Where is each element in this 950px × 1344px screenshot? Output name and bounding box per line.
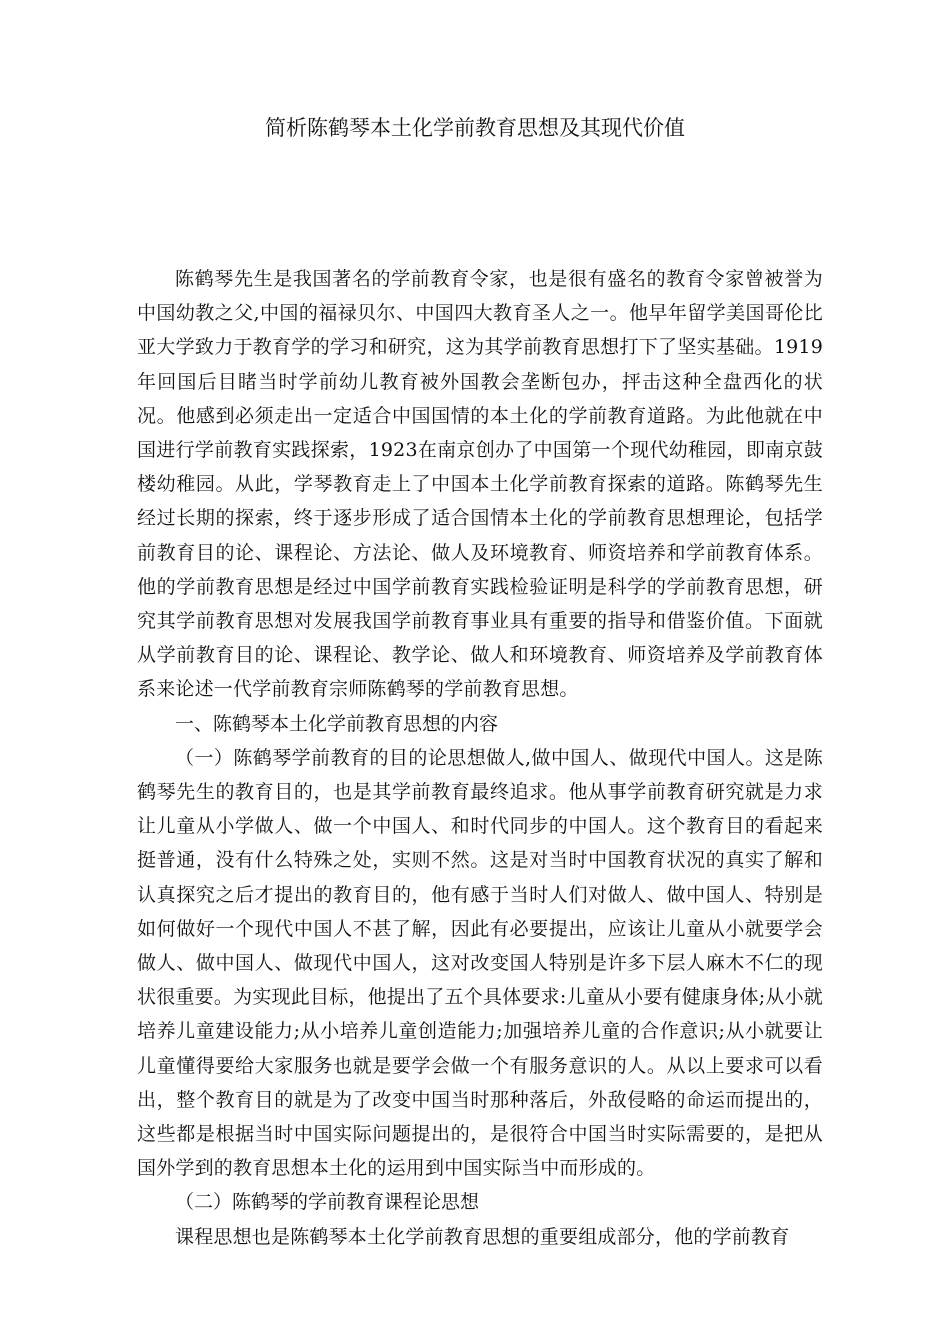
intro-paragraph: 陈鹤琴先生是我国著名的学前教育令家，也是很有盛名的教育令家曾被誉为中国幼教之父,中国的福禄贝尔、中国四大教育圣人之一。他早年留学美国哥伦比亚大学致力于教育学的学习和研究，这为其学前教育思想打下了坚实基础。1919年回国后目睹当时学前幼儿教育被外国教会垄断包办，抨击这种全盘西化的状况。他感到必须走出一定适合中国国情的本土化的学前教育道路。为此他就在中国进行学前教育实践探索，1923在南京创办了中国第一个现代幼稚园，即南京鼓楼幼稚园。从此，学琴教育走上了中国本土化学前教育探索的道路。陈鹤琴先生经过长期的探索，终于逐步形成了适合国情本土化的学前教育思想理论，包括学前教育目的论、课程论、方法论、做人及环境教育、师资培养和学前教育体系。他的学前教育思想是经过中国学前教育实践检验证明是科学的学前教育思想，研究其学前教育思想对发展我国学前教育事业具有重要的指导和借鉴价值。下面就从学前教育目的论、课程论、教学论、做人和环境教育、师资培养及学前教育体系来论述一代学前教育宗师陈鹤琴的学前教育思想。 (137, 268, 823, 701)
document-body (137, 262, 823, 1254)
section-heading-1: 一、陈鹤琴本土化学前教育思想的内容 (175, 712, 499, 735)
subsection-1-paragraph: （一）陈鹤琴学前教育的目的论思想做人,做中国人、做现代中国人。这是陈鹤琴先生的教育目的，也是其学前教育最终追求。他从事学前教育研究就是力求让儿童从小学做人、做一个中国人、和时代同步的中国人。这个教育目的看起来挺普通，没有什么特殊之处，实则不然。这是对当时中国教育状况的真实了解和认真探究之后才提出的教育目的，他有感于当时人们对做人、做中国人、特别是如何做好一个现代中国人不甚了解，因此有必要提出，应该让儿童从小就要学会做人、做中国人、做现代中国人，这对改变国人特别是许多下层人麻木不仁的现状很重要。为实现此目标，他提出了五个具体要求:儿童从小要有健康身体;从小就培养儿童建设能力;从小培养儿童创造能力;加强培养儿童的合作意识;从小就要让儿童懂得要给大家服务也就是要学会做一个有服务意识的人。从以上要求可以看出，整个教育目的就是为了改变中国当时那种落后，外敌侵略的命运而提出的，这些都是根据当时中国实际问题提出的，是很符合中国当时实际需要的，是把从国外学到的教育思想本土化的运用到中国实际当中而形成的。 (137, 746, 823, 1180)
subsection-heading-2: （二）陈鹤琴的学前教育课程论思想 (175, 1191, 480, 1214)
document-title: 简析陈鹤琴本土化学前教育思想及其现代价值 (265, 116, 685, 140)
subsection-2-paragraph: 课程思想也是陈鹤琴本土化学前教育思想的重要组成部分，他的学前教育 (175, 1225, 790, 1248)
